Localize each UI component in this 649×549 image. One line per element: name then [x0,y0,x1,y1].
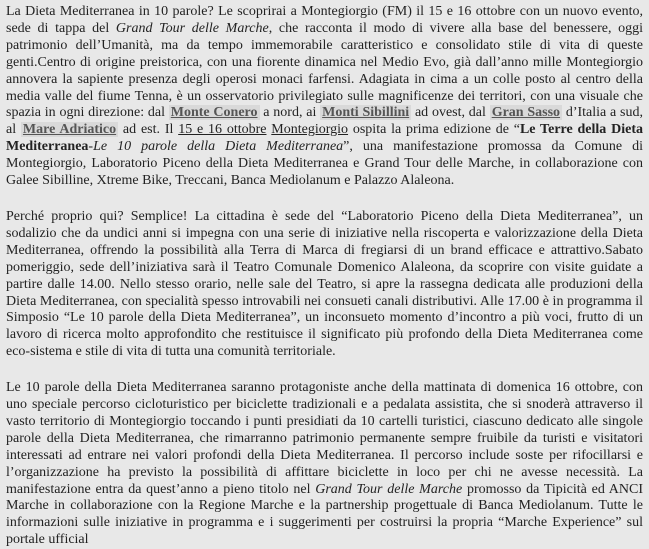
text-run: - [88,139,94,155]
text-run: a nord, ai [259,105,321,121]
place-link[interactable]: Monti Sibillini [322,105,410,121]
text-run: Perché proprio qui? Semplice! La cittadina è sede del “Laboratorio Piceno della Dieta Mediterranea”, un sodalizio che da undici anni si impegna con una serie di iniziative nella riscoperta e valorizzazione della Dieta Mediterranea, offrendo la possibilità alla Terra di Marca di fregiarsi di un brand efficace e attrattivo.Sabato pomeriggio, sede dell’iniziativa sarà il Teatro Comunale Domenico Alaleona, da scoprire con visite guidate a partire dalle 14.00. Nello stesso orario, nelle sale del Teatro, si apre la rassegna dedicata alle produzioni della Dieta Mediterranea, con specialità spesso introvabili nei consueti canali distributivi. Alle 17.00 è in programma il Simposio “Le 10 parole della Dieta Mediterranea”, un inconsueto momento d’incontro a più voci, frutto di un lavoro di ricerca molto approfondito che restituisce il significato più profondo della Dieta Mediterranea come eco-sistema e stile di vita di tutta una comunità territoriale. [6,208,643,360]
inline-link[interactable]: 15 e 16 ottobre [178,122,267,138]
text-run: , che racconta il modo di vivere alla base del benessere, oggi patrimonio dell’Umanità, ma da tempo immemorabile caratteristico e consolidato stile di vita di queste genti.Centro di origine preistorica, con una fiorente dinamica nel Medio Evo, già dall’anno mille Montegiorgio annovera la sapiente presenza degli operosi monaci farfensi. Adagiata in cima a un colle posto al centro della media valle del fiume Tenna, è un osservatorio privilegiato sulle magnificenze dei territori, con una visuale che spazia in ogni direzione: dal [6,20,644,121]
paragraph-intro [6,4,643,190]
paragraph-spacer [6,361,643,380]
paragraph-spacer [6,190,643,209]
text-run: d’Italia a sud, al [6,105,643,138]
place-link[interactable]: Gran Sasso [491,105,561,121]
italic-text: Le 10 parole della Dieta Mediterranea [93,139,344,155]
text-run: ad ovest, dal [411,105,490,121]
event-title: Le Terre della Dieta Mediterranea [6,122,643,155]
text-run: ”, una manifestazione promossa da Comune di Montegiorgio, Laboratorio Piceno della Dieta Mediterranea e Grand Tour delle Marche, in collaborazione con Galee Sibilline, Xtreme Bike, Treccani, Banca Mediolanum e Palazzo Alaleona. [6,139,644,189]
text-run: Le 10 parole della Dieta Mediterranea saranno protagoniste anche della mattinata di domenica 16 ottobre, con uno speciale percorso cicloturistico per biciclette tradizionali e a pedalata assistita, che si snoderà attraverso il vasto territorio di Montegiorgio toccando i punti presidiati da 10 cartelli turistici, ciascuno dedicato alle singole parole della Dieta Mediterranea, che rimarranno patrimonio permanente sempre fruibile da turisti e visitatori interessati ad entrare nei valori profondi della Dieta Mediterranea. Il percorso include soste per rifocillarsi e l’organizzazione ha previsto la possibilità di affittare biciclette in loco per chi ne avesse necessità. La manifestazione entra da quest’anno a pieno titolo nel [6,380,643,497]
inline-link[interactable]: Montegiorgio [271,122,349,138]
italic-text: Grand Tour delle Marche [315,481,463,497]
text-run: ospita la prima edizione de “ [348,122,520,138]
italic-text: Grand Tour delle Marche [115,20,269,36]
paragraph-cycling-route [6,380,643,549]
place-link[interactable]: Monte Conero [170,105,258,121]
paragraph-why-here [6,209,643,361]
text-run: promosso da Tipicità ed ANCI Marche in collaborazione con la Regione Marche e la partnership progettuale di Banca Mediolanum. Tutte le informazioni sulle iniziative in programma e i suggerimenti per costruirsi la propria “Marche Experience” sul portale ufficial [6,481,644,548]
place-link[interactable]: Mare Adriatico [22,122,117,138]
text-run: ad est. Il [118,122,179,138]
text-run: La Dieta Mediterranea in 10 parole? Le scoprirai a Montegiorgio (FM) il 15 e 16 ottobre con un nuovo evento, sede di tappa del [6,4,643,36]
